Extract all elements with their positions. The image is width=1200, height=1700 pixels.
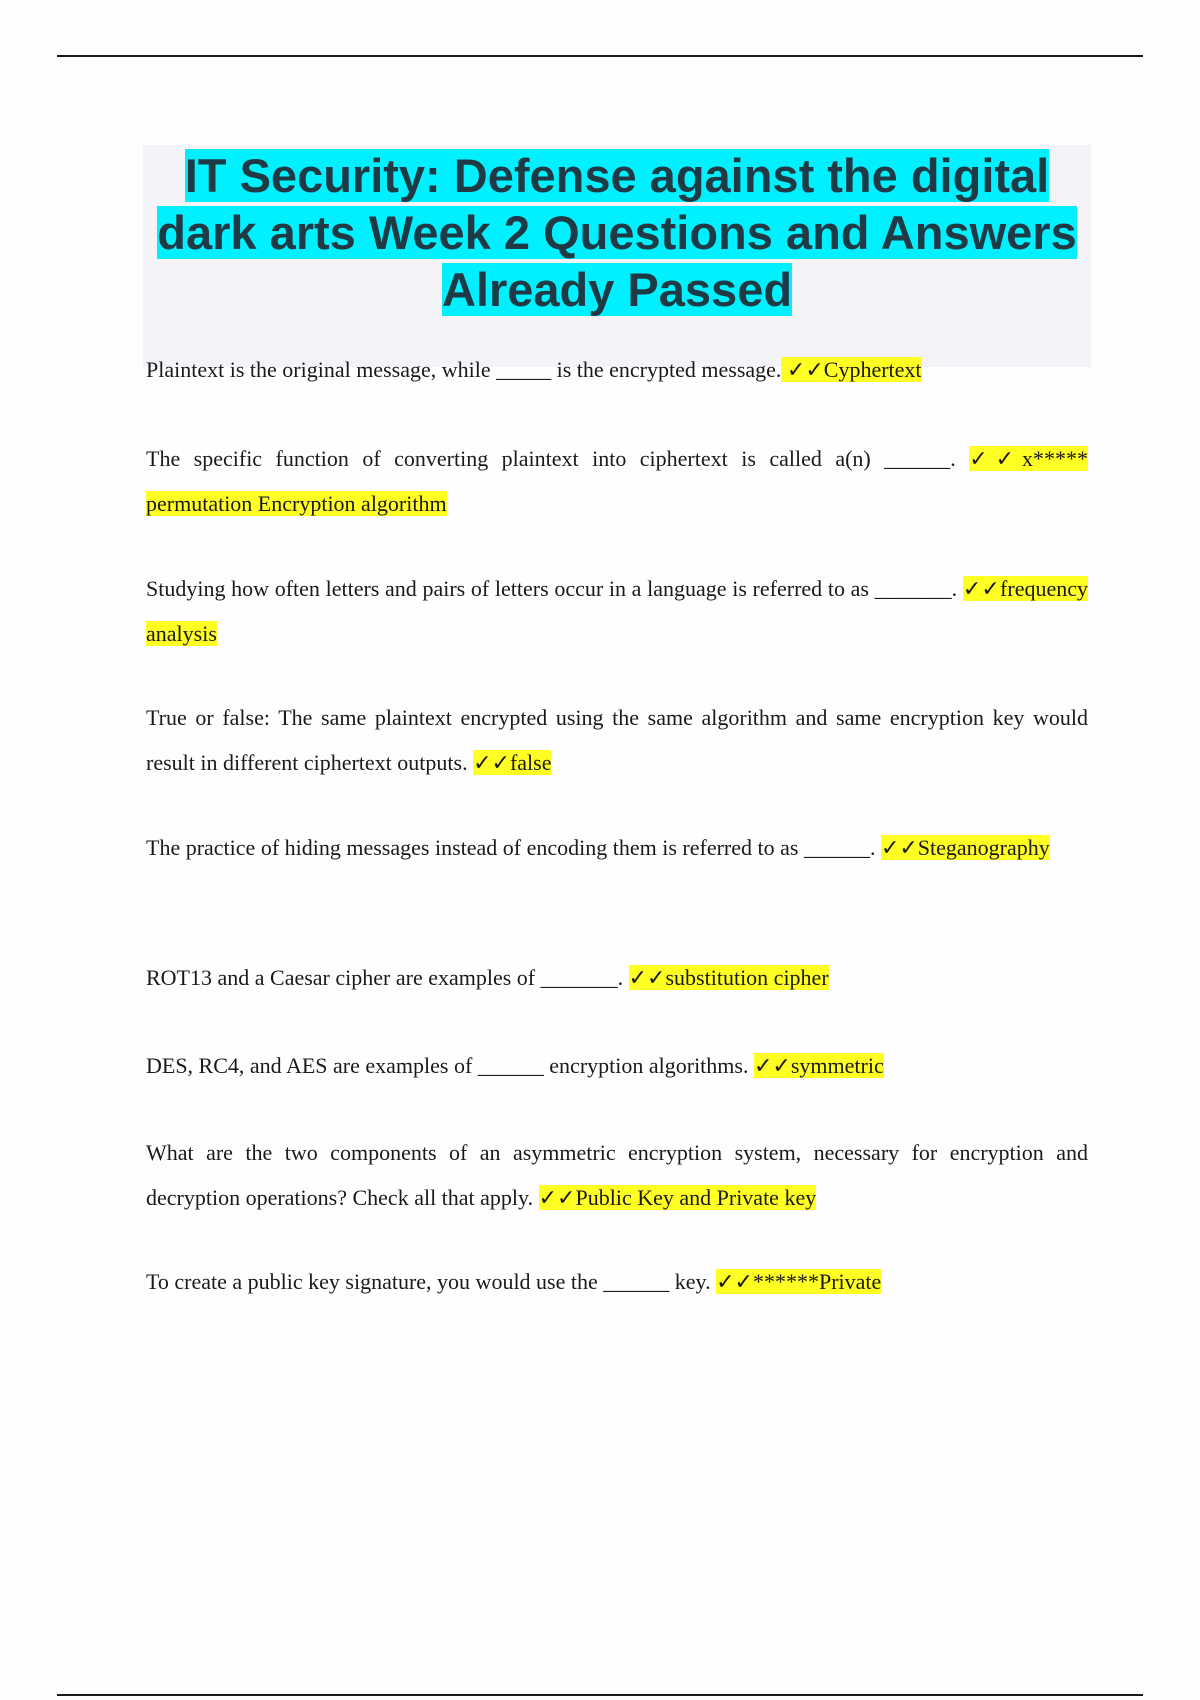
footer-rule — [57, 1694, 1143, 1696]
question-text: Studying how often letters and pairs of letters occur in a language is referred to as _______. — [146, 576, 963, 601]
answer-highlight: ✓✓symmetric — [753, 1053, 884, 1078]
qa-item-7 — [146, 1043, 1088, 1088]
question-text: To create a public key signature, you would use the ______ key. — [146, 1269, 717, 1294]
answer-highlight: ✓✓Cyphertext — [781, 357, 922, 382]
answer-highlight: ✓✓******Private — [716, 1269, 882, 1294]
question-text: The specific function of converting plaintext into ciphertext is called a(n) ______. — [146, 446, 970, 471]
qa-item-8 — [146, 1130, 1088, 1220]
title-highlight: IT Security: Defense against the digital dark arts Week 2 Questions and Answers Already Passed — [157, 149, 1077, 316]
answer-highlight: ✓✓frequency analysis — [146, 576, 1088, 646]
qa-item-1 — [146, 347, 1088, 392]
answer-highlight: ✓✓substitution cipher — [628, 965, 829, 990]
qa-item-2 — [146, 436, 1088, 526]
answer-highlight: ✓✓x***** permutation Encryption algorithm — [146, 446, 1088, 516]
question-text: Plaintext is the original message, while _____ is the encrypted message. — [146, 357, 782, 382]
question-text: ROT13 and a Caesar cipher are examples of _______. — [146, 965, 629, 990]
question-text: What are the two components of an asymmetric encryption system, necessary for encryption and decryption operations? Check all that apply. — [146, 1140, 1088, 1210]
qa-item-3 — [146, 566, 1088, 656]
question-text: The practice of hiding messages instead of encoding them is referred to as ______. — [146, 835, 881, 860]
answer-highlight: ✓✓Steganography — [880, 835, 1050, 860]
question-text: DES, RC4, and AES are examples of ______ encryption algorithms. — [146, 1053, 754, 1078]
qa-item-6 — [146, 955, 1088, 1000]
question-text: True or false: The same plaintext encrypted using the same algorithm and same encryption key would result in different ciphertext outputs. — [146, 705, 1088, 775]
qa-item-4 — [146, 695, 1088, 785]
qa-item-9 — [146, 1259, 1088, 1304]
header-rule — [57, 55, 1143, 57]
title-block — [143, 145, 1091, 367]
answer-highlight: ✓✓Public Key and Private key — [538, 1185, 817, 1210]
qa-item-5 — [146, 825, 1088, 870]
document-title — [143, 145, 1091, 318]
answer-highlight: ✓✓false — [473, 750, 552, 775]
